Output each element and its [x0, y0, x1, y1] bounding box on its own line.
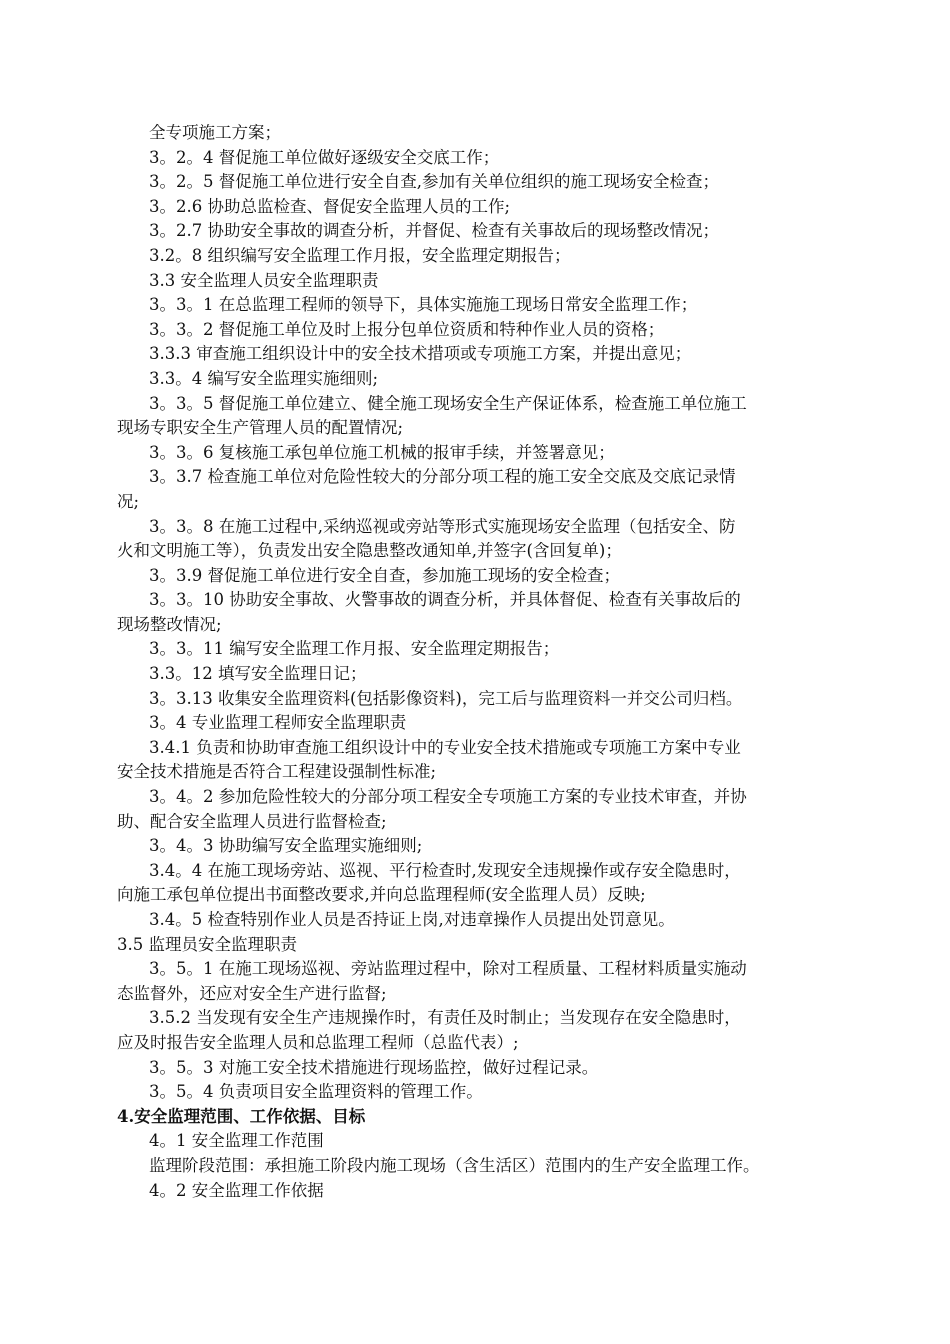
text-line: 3。2.7 协助安全事故的调查分析，并督促、检查有关事故后的现场整改情况；: [149, 221, 719, 241]
text-line: 应及时报告安全监理人员和总监理工程师（总监代表）;: [117, 1032, 519, 1052]
text-line: 4。2 安全监理工作依据: [149, 1180, 324, 1200]
text-line: 3。3.7 检查施工单位对危险性较大的分部分项工程的施工安全交底及交底记录情: [149, 467, 736, 487]
text-line: 3。5。4 负责项目安全监理资料的管理工作。: [149, 1082, 483, 1102]
text-line: 现场整改情况;: [117, 614, 222, 634]
text-line: 况;: [117, 491, 140, 511]
text-line: 3。4。2 参加危险性较大的分部分项工程安全专项施工方案的专业技术审查，并协: [149, 787, 747, 807]
text-line: 全专项施工方案；: [149, 123, 281, 142]
text-line: 3.5 监理员安全监理职责: [117, 934, 297, 954]
text-line: 3。3。5 督促施工单位建立、健全施工现场安全生产保证体系，检查施工单位施工: [149, 393, 747, 413]
text-line: 3。5。1 在施工现场巡视、旁站监理过程中，除对工程质量、工程材料质量实施动: [149, 959, 747, 979]
text-line: 3。3。10 协助安全事故、火警事故的调查分析，并具体督促、检查有关事故后的: [149, 590, 741, 610]
text-line: 3。4。3 协助编写安全监理实施细则;: [149, 836, 423, 856]
text-line: 安全技术措施是否符合工程建设强制性标准;: [117, 762, 437, 782]
text-line: 3。3。1 在总监理工程师的领导下，具体实施施工现场日常安全监理工作；: [149, 295, 698, 315]
text-line: 3.4.1 负责和协助审查施工组织设计中的专业安全技术措施或专项施工方案中专业: [149, 737, 741, 757]
text-line: 4。1 安全监理工作范围: [149, 1131, 324, 1151]
text-line: 3.4。5 检查特别作业人员是否持证上岗,对违章操作人员提出处罚意见。: [149, 910, 675, 929]
text-line: 3.5.2 当发现有安全生产违规操作时，有责任及时制止；当发现存在安全隐患时，: [149, 1008, 741, 1028]
text-line: 3。2.6 协助总监检查、督促安全监理人员的工作;: [149, 196, 511, 216]
section-heading: 4.安全监理范围、工作依据、目标: [117, 1106, 366, 1126]
text-line: 态监督外，还应对安全生产进行监督;: [117, 983, 387, 1003]
text-line: 3.4。4 在施工现场旁站、巡视、平行检查时,发现安全违规操作或存安全隐患时，: [149, 860, 741, 880]
text-line: 3。3.13 收集安全监理资料(包括影像资料)，完工后与监理资料一并交公司归档。: [149, 688, 743, 708]
text-line: 3。4 专业监理工程师安全监理职责: [149, 713, 407, 733]
text-line: 3。2。5 督促施工单位进行安全自查,参加有关单位组织的施工现场安全检查；: [149, 172, 719, 192]
text-line: 3.3。4 编写安全监理实施细则;: [149, 368, 379, 388]
text-line: 3。3。6 复核施工承包单位施工机械的报审手续，并签署意见；: [149, 442, 615, 462]
text-line: 3.2。8 组织编写安全监理工作月报，安全监理定期报告；: [149, 245, 571, 265]
text-line: 3。5。3 对施工安全技术措施进行现场监控，做好过程记录。: [149, 1057, 599, 1077]
text-line: 3。3.9 督促施工单位进行安全自查，参加施工现场的安全检查；: [149, 565, 620, 585]
text-line: 助、配合安全监理人员进行监督检查;: [117, 811, 387, 831]
text-line: 3.3.3 审查施工组织设计中的安全技术措项或专项施工方案，并提出意见；: [149, 344, 692, 364]
document-body: [117, 121, 847, 1203]
text-line: 3.3。12 填写安全监理日记；: [149, 664, 367, 684]
text-line: 向施工承包单位提出书面整改要求,并向总监理程师(安全监理人员）反映;: [117, 885, 646, 905]
text-line: 监理阶段范围：承担施工阶段内施工现场（含生活区）范围内的生产安全监理工作。: [149, 1155, 760, 1175]
text-line: 3。3。8 在施工过程中,采纳巡视或旁站等形式实施现场安全监理（包括安全、防: [149, 516, 736, 536]
text-line: 3.3 安全监理人员安全监理职责: [149, 270, 379, 290]
text-line: 3。3。11 编写安全监理工作月报、安全监理定期报告；: [149, 639, 560, 659]
text-line: 3。2。4 督促施工单位做好逐级安全交底工作；: [149, 147, 500, 167]
text-line: 3。3。2 督促施工单位及时上报分包单位资质和特种作业人员的资格；: [149, 319, 665, 339]
text-line: 火和文明施工等），负责发出安全隐患整改通知单,并签字(含回复单)；: [117, 541, 622, 561]
text-line: 现场专职安全生产管理人员的配置情况;: [117, 418, 404, 438]
